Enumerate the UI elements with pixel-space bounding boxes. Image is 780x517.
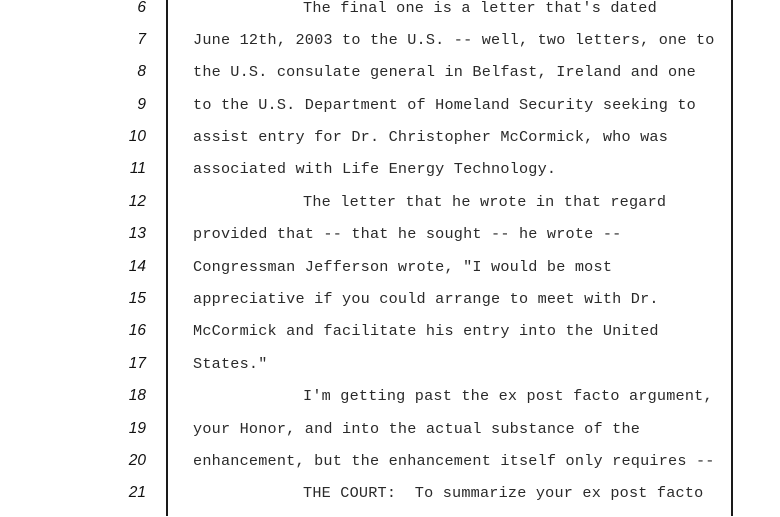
line-number: 8 xyxy=(137,63,146,80)
transcript-line xyxy=(0,421,780,453)
line-number: 9 xyxy=(137,96,146,113)
line-text: McCormick and facilitate his entry into the United xyxy=(193,322,659,340)
line-text: to the U.S. Department of Homeland Security seeking to xyxy=(193,96,696,114)
transcript-line xyxy=(0,388,780,420)
line-number: 20 xyxy=(128,452,146,469)
line-text: Congressman Jefferson wrote, "I would be most xyxy=(193,258,613,276)
line-text: THE COURT: To summarize your ex post facto xyxy=(303,484,704,502)
line-text: The letter that he wrote in that regard xyxy=(303,193,667,211)
line-text: associated with Life Energy Technology. xyxy=(193,160,557,178)
line-number: 11 xyxy=(129,160,146,177)
line-number: 18 xyxy=(128,387,146,404)
line-text: the U.S. consulate general in Belfast, Ireland and one xyxy=(193,63,696,81)
line-number: 14 xyxy=(128,258,146,275)
transcript-line xyxy=(0,226,780,258)
line-text: States." xyxy=(193,355,268,373)
line-number: 6 xyxy=(137,0,146,16)
transcript-line xyxy=(0,32,780,64)
transcript-line xyxy=(0,259,780,291)
line-text: appreciative if you could arrange to meet with Dr. xyxy=(193,290,659,308)
line-number: 7 xyxy=(137,31,146,48)
line-number: 16 xyxy=(128,322,146,339)
transcript-line xyxy=(0,97,780,129)
transcript-line xyxy=(0,453,780,485)
transcript-line xyxy=(0,194,780,226)
line-number: 15 xyxy=(128,290,146,307)
transcript-line xyxy=(0,129,780,161)
line-text: I'm getting past the ex post facto argument, xyxy=(303,387,713,405)
transcript-line xyxy=(0,64,780,96)
line-number: 12 xyxy=(128,193,146,210)
line-text: provided that -- that he sought -- he wrote -- xyxy=(193,225,622,243)
transcript-line xyxy=(0,485,780,517)
line-number: 10 xyxy=(128,128,146,145)
line-number: 13 xyxy=(128,225,146,242)
line-text: The final one is a letter that's dated xyxy=(303,0,657,17)
transcript-line xyxy=(0,0,780,32)
line-text: your Honor, and into the actual substance of the xyxy=(193,420,641,438)
line-number: 19 xyxy=(128,420,146,437)
line-text: enhancement, but the enhancement itself only requires -- xyxy=(193,452,715,470)
transcript-line xyxy=(0,356,780,388)
line-text: assist entry for Dr. Christopher McCormick, who was xyxy=(193,128,669,146)
transcript-line xyxy=(0,323,780,355)
line-number: 21 xyxy=(128,484,146,501)
transcript-line xyxy=(0,161,780,193)
line-text: June 12th, 2003 to the U.S. -- well, two letters, one to xyxy=(193,31,715,49)
transcript-line xyxy=(0,291,780,323)
line-number: 17 xyxy=(128,355,146,372)
